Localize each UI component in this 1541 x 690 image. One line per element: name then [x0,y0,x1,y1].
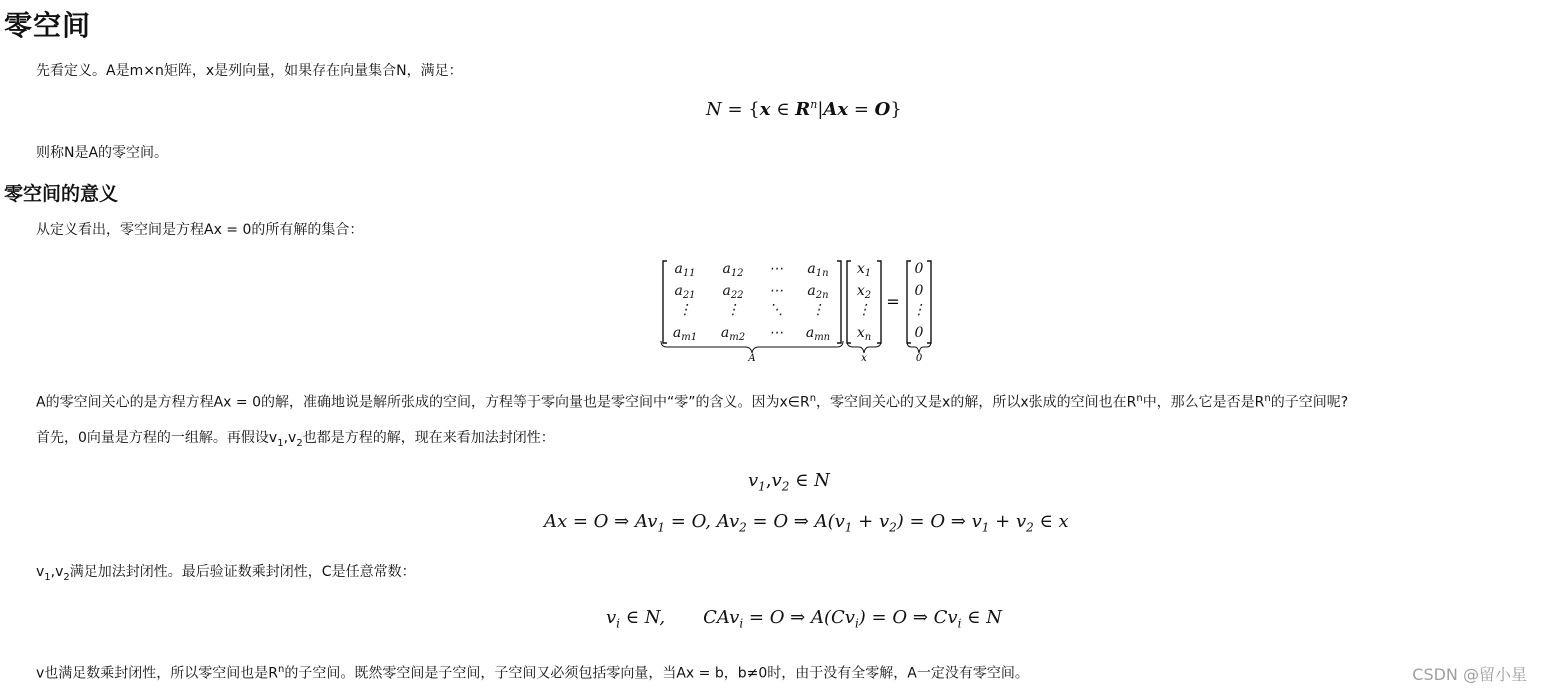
v2: v [771,470,782,491]
meaning-paragraph: 从定义看出，零空间是方程Ax = 0的所有解的集合： [36,222,364,238]
matrix-a-cell: $a_{11}$ [674,261,696,279]
v1: v [748,470,759,491]
mul-b: ∈ N, [620,607,666,628]
matrix-a-cell: ⋮ [726,302,740,318]
mul-c: CAv [703,607,740,628]
vector-x-cell: $x_n$ [856,325,872,343]
final-paragraph [36,661,1029,683]
v-in-rest: ∈ N [789,470,830,491]
brace-label-x: x [861,353,867,364]
vector-zero-cell: 0 [914,261,924,277]
eq-in: ∈ [770,99,796,120]
definition-paragraph: 先看定义。A是m×n矩阵，x是列向量，如果存在向量集合N，满足： [36,63,463,79]
add-a: Ax = O ⇒ Av [544,511,658,532]
care-text-1: A的零空间关心的是方程方程Ax = 0的解，准确地说是解所张成的空间，方程等于零向量也是零空间中“零”的含义。因为x∈R [36,394,810,411]
first-sub-2: 2 [296,437,303,449]
care-paragraph [36,390,1348,412]
eq-R: R [795,99,811,120]
add-c: = O ⇒ A(v [746,511,845,532]
first-sub-1: 1 [277,437,284,449]
first-paragraph [36,429,555,453]
page-title: 零空间 [4,9,92,42]
add-g: ∈ x [1033,511,1069,532]
vector-zero-cell: ⋮ [912,302,926,318]
v-in-n-equation [748,470,830,494]
matrix-equation [655,255,940,367]
addc-sub-2: 2 [63,571,70,583]
mul-a: v [606,607,617,628]
add-b: = O, Av [665,511,740,532]
care-text-3: 中，那么它是否是R [1142,394,1265,411]
matrix-a-cell: $a_{12}$ [722,261,744,279]
matrix-equals: = [886,292,900,311]
nullspace-equation [706,98,902,120]
addc-sub-1: 1 [44,571,51,583]
final-text-2: 的子空间。既然零空间是子空间，子空间又必须包括零向量，当Ax = b，b≠0时，由于没有全零解，A一定没有零空间。 [284,665,1029,682]
mul-si-3: i [854,616,859,631]
first-text-2: ,v [283,430,297,446]
eq-O: O [874,99,891,120]
addition-closure-equation [544,511,1069,535]
addc-text-3: 满足加法封闭性。最后验证数乘封闭性，C是任意常数： [69,564,416,580]
final-sup: n [278,664,285,675]
add-e: ) = O ⇒ v [896,511,982,532]
v2-sub: 2 [781,479,790,494]
care-sup-1: n [809,393,817,404]
matrix-a-cell: ⋯ [769,261,783,277]
matrix-a-cell: $a_{m1}$ [672,325,698,343]
section-subtitle: 零空间的意义 [4,183,119,205]
matrix-a-cell: ⋮ [811,302,825,318]
matrix-a-cell: $a_{21}$ [674,283,696,301]
vector-x-cell: $x_1$ [856,261,872,279]
v1-sub: 1 [758,479,766,494]
add-closed-paragraph [36,563,416,587]
eq-x: x [759,99,771,120]
final-text-1: v也满足数乘封闭性，所以零空间也是R [36,665,279,682]
multiplication-closure-equation [606,607,1002,631]
matrix-a-cell: $a_{22}$ [722,283,744,301]
add-s2a: 2 [739,520,747,535]
eq-set-open: = { [721,99,760,120]
care-sup-2: n [1136,393,1143,404]
eq-sup-n: n [810,98,818,111]
matrix-a-cell: ⋮ [678,302,692,318]
add-s1c: 1 [981,520,990,535]
matrix-a-cell: ⋯ [769,283,783,299]
eq-lhs: N [706,99,722,120]
vector-x-cell: ⋮ [857,302,871,318]
vector-zero-cell: 0 [914,283,924,299]
eq-bar: | [817,99,824,120]
matrix-a-cell: ⋱ [769,302,783,318]
care-text-4: 的子空间呢? [1270,394,1349,411]
mul-si-1: i [616,616,621,631]
first-text-1: 首先，0向量是方程的一组解。再假设v [36,430,278,446]
add-s1b: 1 [844,520,853,535]
add-s2b: 2 [889,520,897,535]
add-f: + v [989,511,1027,532]
eq-equals: = [848,99,875,120]
csdn-watermark: CSDN @留小星 [1412,665,1527,684]
addc-text-2: ,v [50,564,64,580]
add-s1a: 1 [657,520,666,535]
vector-zero-cell: 0 [914,325,924,341]
eq-Ax: Ax [823,99,849,120]
eq-set-close: } [890,99,902,120]
matrix-a-cell: ⋯ [769,325,783,341]
matrix-a-cell: $a_{m2}$ [720,325,746,343]
matrix-a-cell: $a_{mn}$ [805,325,831,343]
mul-e: ) = O ⇒ Cv [858,607,958,628]
care-text-2: ，零空间关心的又是x的解，所以x张成的空间也在R [816,394,1137,411]
mul-si-4: i [957,616,962,631]
mul-f: ∈ N [961,607,1002,628]
brace-label-A: A [748,353,756,364]
matrix-a-cell: $a_{1n}$ [807,261,829,279]
add-s2c: 2 [1026,520,1034,535]
mul-si-2: i [739,616,744,631]
matrix-a-cell: $a_{2n}$ [807,283,829,301]
called-paragraph: 则称N是A的零空间。 [36,145,169,161]
v-comma: , [765,470,772,491]
add-d: + v [852,511,890,532]
vector-x-cell: $x_2$ [856,283,872,301]
brace-label-0: 0 [915,353,923,364]
mul-d: = O ⇒ A(Cv [743,607,855,628]
addc-text-1: v [36,564,45,580]
care-sup-3: n [1264,393,1271,404]
underbraces [661,341,931,353]
first-text-3: 也都是方程的解，现在来看加法封闭性： [302,430,555,446]
